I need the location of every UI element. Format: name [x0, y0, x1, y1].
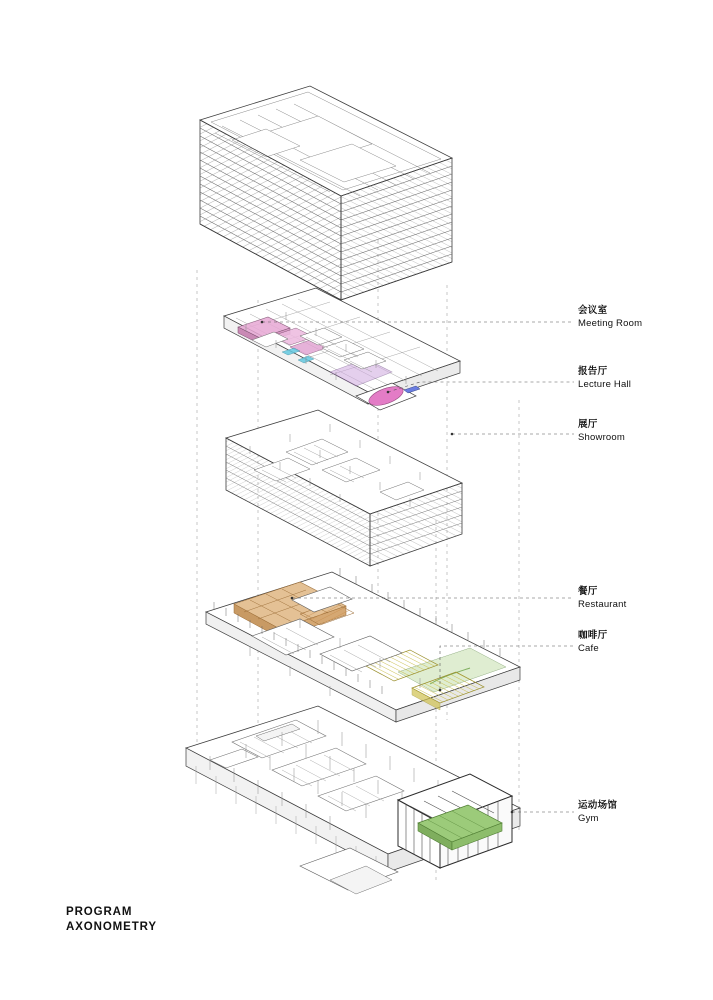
slab-office [226, 410, 462, 566]
legend-label-cn-lecture-hall: 报告厅 [578, 366, 608, 377]
drawing-title [66, 905, 157, 934]
slab-podium-level [206, 568, 520, 722]
legend-item-lecture-hall [578, 366, 631, 392]
slab-tower-volume [200, 86, 452, 300]
legend-label-cn-cafe: 咖啡厅 [578, 630, 608, 641]
slab-program-level-upper [224, 288, 460, 410]
drawing-title-line-2: AXONOMETRY [66, 920, 157, 933]
legend-label-cn-gym: 运动场馆 [578, 800, 618, 811]
slab-ground-level [186, 706, 520, 894]
legend-item-restaurant [578, 586, 626, 612]
legend-label-en-gym: Gym [578, 812, 599, 824]
legend-item-showroom [578, 419, 625, 445]
legend-label-en-meeting-room: Meeting Room [578, 317, 643, 329]
legend-item-gym [578, 800, 617, 826]
legend-label-cn-meeting-room: 会议室 [578, 305, 608, 316]
legend-label-en-showroom: Showroom [578, 431, 626, 443]
drawing-title-line-1: PROGRAM [66, 906, 133, 918]
legend-label-en-cafe: Cafe [578, 642, 599, 654]
legend-label-en-lecture-hall: Lecture Hall [578, 378, 632, 390]
legend-label-en-restaurant: Restaurant [578, 598, 627, 610]
legend-label-cn-showroom: 展厅 [578, 419, 598, 430]
legend-label-cn-restaurant: 餐厅 [578, 586, 598, 597]
legend-item-cafe [578, 630, 607, 656]
legend-item-meeting-room [578, 305, 642, 331]
